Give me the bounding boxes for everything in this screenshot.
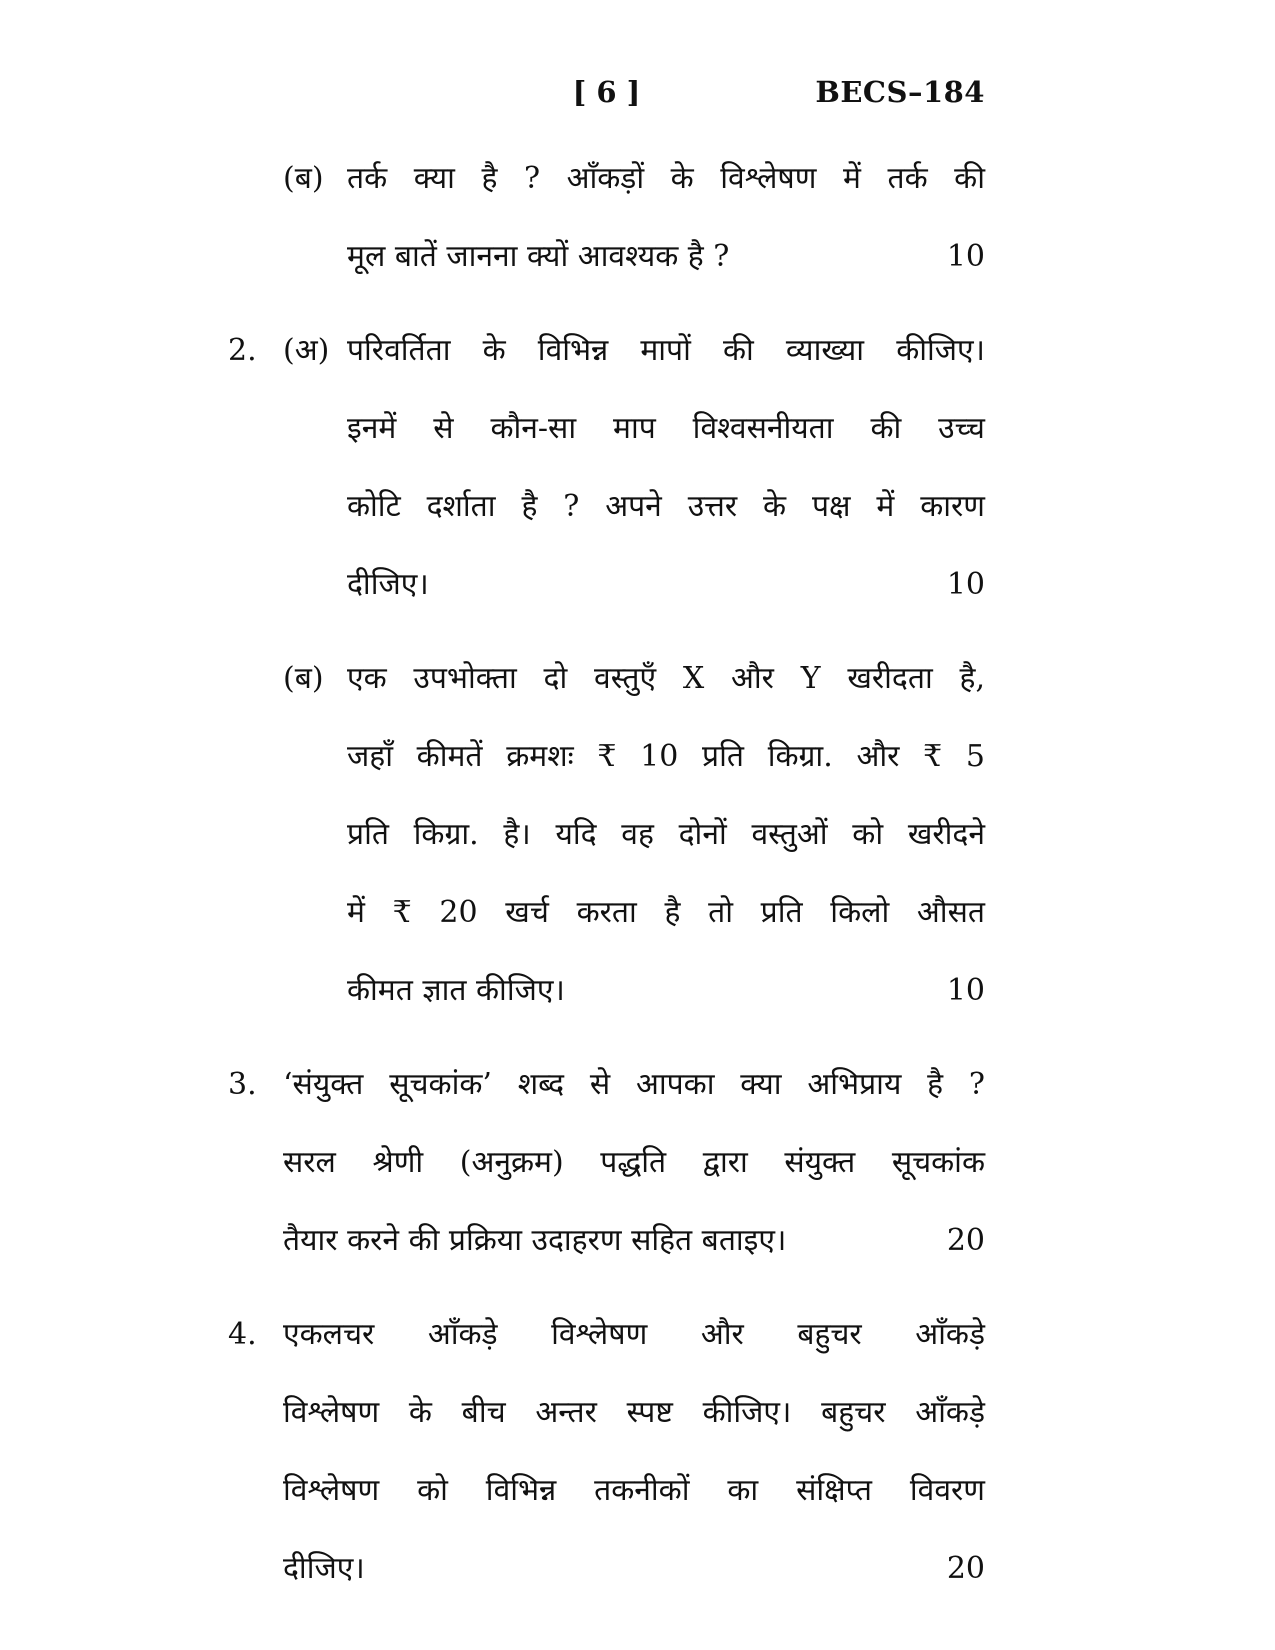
question-line: [283, 1046, 985, 1124]
question-line: [347, 312, 985, 390]
question-text: तर्क क्या है ? आँकड़ों के विश्लेषण में तर्क की: [347, 161, 985, 196]
question-text: तैयार करने की प्रक्रिया उदाहरण सहित बताइए।: [283, 1223, 787, 1258]
question-text: प्रति किग्रा. है। यदि वह दोनों वस्तुओं को खरीदने: [347, 817, 985, 852]
part-label: (ब): [283, 661, 324, 696]
question-line: [283, 1452, 985, 1530]
question-lines: [283, 1296, 985, 1608]
question-text: कोटि दर्शाता है ? अपने उत्तर के पक्ष में कारण: [347, 489, 985, 524]
question-number: 4.: [228, 1317, 257, 1352]
question-block: [228, 1296, 985, 1608]
question-text: ‘संयुक्त सूचकांक’ शब्द से आपका क्या अभिप्राय है ?: [283, 1067, 985, 1102]
question-line: [347, 468, 985, 546]
question-block: [228, 312, 985, 624]
question-line: [283, 1124, 985, 1202]
question-block: [228, 640, 985, 1030]
question-text: परिवर्तिता के विभिन्न मापों की व्याख्या कीजिए।: [347, 333, 985, 368]
marks-value: 20: [946, 1551, 985, 1586]
marks-value: 10: [946, 973, 985, 1008]
question-line: [283, 1374, 985, 1452]
question-text: कीमत ज्ञात कीजिए।: [347, 973, 565, 1008]
question-line: [283, 1530, 985, 1608]
question-text: में ₹ 20 खर्च करता है तो प्रति किलो औसत: [347, 895, 985, 930]
question-line: [347, 218, 985, 296]
question-line: [283, 1202, 985, 1280]
question-text: विश्लेषण को विभिन्न तकनीकों का संक्षिप्त विवरण: [283, 1473, 985, 1508]
question-number: 2.: [228, 333, 257, 368]
question-line: [283, 1296, 985, 1374]
question-text: दीजिए।: [283, 1551, 365, 1586]
marks-value: 10: [946, 239, 985, 274]
question-text: एकलचर आँकड़े विश्लेषण और बहुचर आँकड़े: [283, 1317, 985, 1352]
part-label: (अ): [283, 333, 330, 368]
marks-value: 20: [946, 1223, 985, 1258]
question-line: [347, 718, 985, 796]
question-text: जहाँ कीमतें क्रमशः ₹ 10 प्रति किग्रा. और ₹ 5: [347, 739, 985, 774]
question-text: सरल श्रेणी (अनुक्रम) पद्धति द्वारा संयुक्त सूचकांक: [283, 1145, 985, 1180]
question-lines: [347, 640, 985, 1030]
page-number: [ 6 ]: [572, 75, 641, 109]
question-text: विश्लेषण के बीच अन्तर स्पष्ट कीजिए। बहुचर आँकड़े: [283, 1395, 985, 1430]
question-block: [228, 1046, 985, 1280]
question-line: [347, 546, 985, 624]
questions: [228, 140, 985, 1608]
question-block: [228, 140, 985, 296]
question-number: 3.: [228, 1067, 257, 1102]
question-line: [347, 390, 985, 468]
paper-code: BECS–184: [815, 75, 985, 109]
question-line: [347, 796, 985, 874]
question-line: [347, 140, 985, 218]
question-text: एक उपभोक्ता दो वस्तुएँ X और Y खरीदता है,: [347, 661, 985, 696]
question-line: [347, 874, 985, 952]
part-label: (ब): [283, 161, 324, 196]
question-text: दीजिए।: [347, 567, 429, 602]
question-lines: [283, 1046, 985, 1280]
question-line: [347, 952, 985, 1030]
question-lines: [347, 140, 985, 296]
question-lines: [347, 312, 985, 624]
question-text: मूल बातें जानना क्यों आवश्यक है ?: [347, 239, 730, 274]
page-header: [228, 70, 985, 114]
marks-value: 10: [946, 567, 985, 602]
question-text: इनमें से कौन-सा माप विश्वसनीयता की उच्च: [347, 411, 985, 446]
question-line: [347, 640, 985, 718]
